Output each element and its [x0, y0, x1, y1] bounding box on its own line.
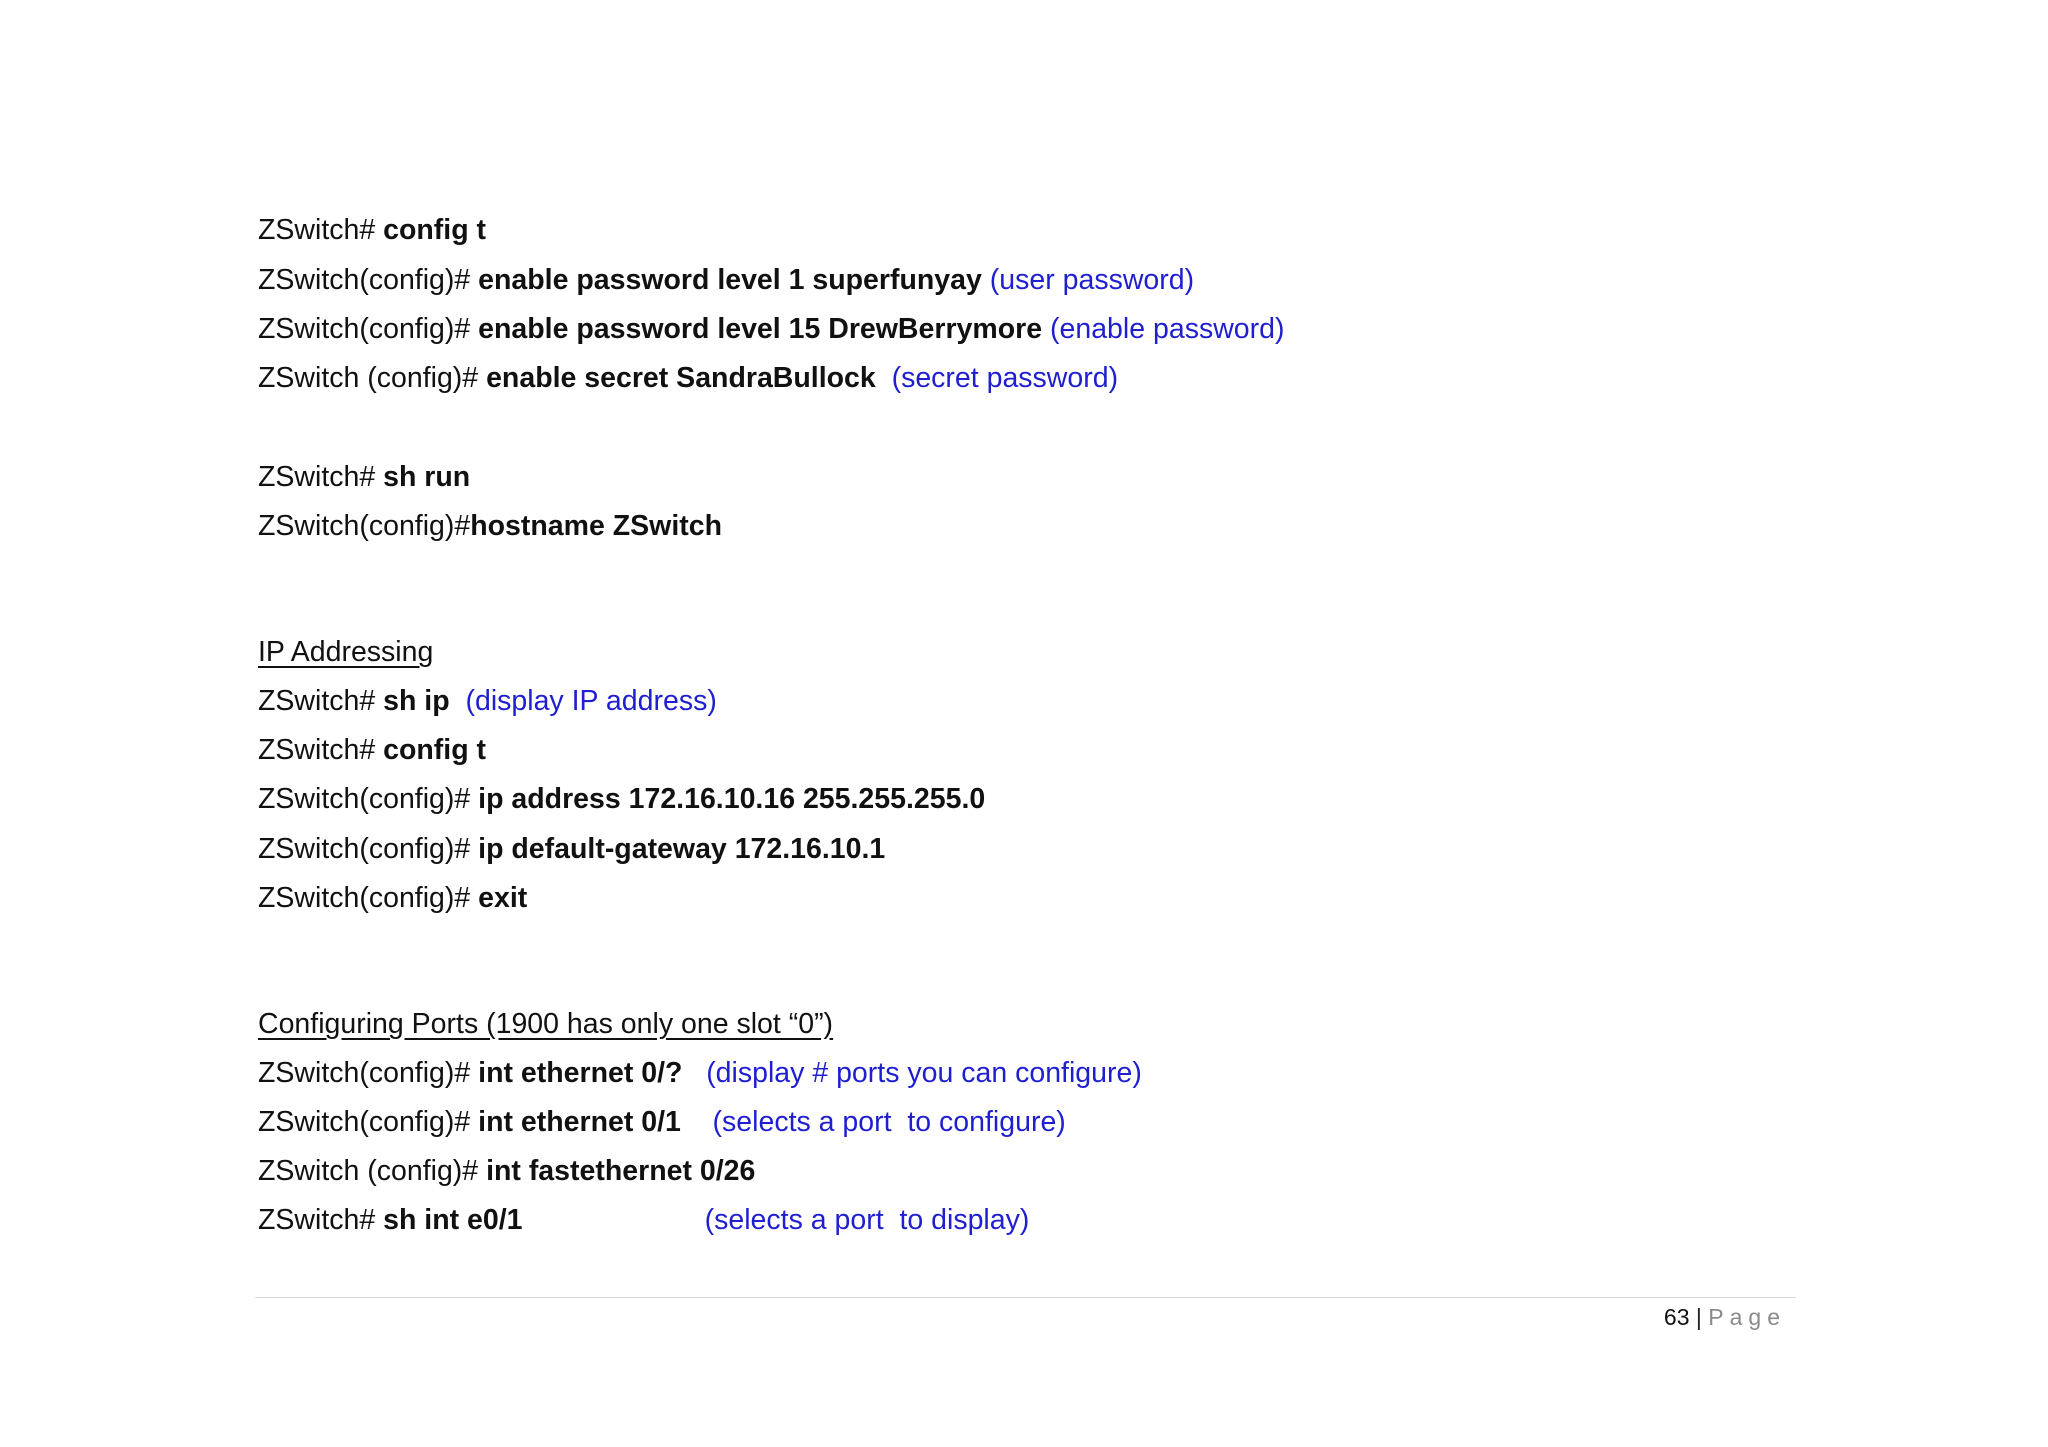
cli-prompt: ZSwitch(config)# — [258, 1106, 479, 1138]
cli-line — [258, 262, 1194, 298]
cli-prompt: ZSwitch# — [258, 214, 384, 246]
cli-prompt: ZSwitch# — [258, 734, 384, 766]
footer-divider — [255, 1297, 1796, 1298]
cli-prompt: ZSwitch(config)# — [258, 510, 471, 542]
cli-command: exit — [478, 882, 528, 914]
footer-separator: | — [1689, 1304, 1709, 1330]
cli-prompt: ZSwitch (config)# — [258, 362, 487, 394]
cli-command: int ethernet 0/1 — [478, 1106, 681, 1138]
cli-prompt: ZSwitch (config)# — [258, 1155, 487, 1187]
cli-line — [258, 683, 717, 719]
cli-note: (display IP address) — [449, 685, 717, 717]
cli-line — [258, 781, 985, 817]
section-heading-configuring-ports: Configuring Ports (1900 has only one slot “0”) — [258, 1008, 834, 1040]
cli-note: (user password) — [981, 264, 1195, 296]
cli-prompt: ZSwitch(config)# — [258, 833, 479, 865]
cli-line — [258, 1055, 1142, 1091]
cli-line — [258, 831, 885, 867]
page-number: 63 — [1663, 1304, 1690, 1330]
cli-prompt: ZSwitch# — [258, 1204, 384, 1236]
cli-line — [258, 880, 527, 916]
cli-prompt: ZSwitch(config)# — [258, 783, 479, 815]
cli-note: (display # ports you can configure) — [682, 1057, 1142, 1089]
cli-command: enable password level 15 DrewBerrymore — [478, 313, 1043, 345]
cli-note: (secret password) — [875, 362, 1119, 394]
cli-note: (enable password) — [1042, 313, 1285, 345]
cli-line — [258, 1104, 1066, 1140]
cli-line — [258, 459, 470, 495]
cli-line — [258, 1202, 1029, 1238]
cli-line — [258, 360, 1118, 396]
cli-command: enable password level 1 superfunyay — [478, 264, 982, 296]
cli-line — [258, 732, 486, 768]
cli-command: sh ip — [383, 685, 450, 717]
cli-line — [258, 1153, 755, 1189]
cli-prompt: ZSwitch(config)# — [258, 313, 479, 345]
page-footer — [1664, 1302, 1786, 1332]
cli-line — [258, 508, 722, 544]
cli-prompt: ZSwitch(config)# — [258, 1057, 479, 1089]
cli-prompt: ZSwitch# — [258, 461, 384, 493]
cli-command: config t — [383, 214, 487, 246]
cli-line — [258, 311, 1284, 347]
cli-prompt: ZSwitch(config)# — [258, 264, 479, 296]
cli-command: sh int e0/1 — [383, 1204, 523, 1236]
cli-line — [258, 212, 486, 248]
cli-command: config t — [383, 734, 487, 766]
cli-command: ip address 172.16.10.16 255.255.255.0 — [478, 783, 986, 815]
section-heading-ip-addressing: IP Addressing — [258, 636, 434, 668]
cli-note: (selects a port to configure) — [680, 1106, 1066, 1138]
cli-prompt: ZSwitch# — [258, 685, 384, 717]
cli-command: int fastethernet 0/26 — [486, 1155, 756, 1187]
cli-note: (selects a port to display) — [522, 1204, 1030, 1236]
cli-command: sh run — [383, 461, 471, 493]
page-label: Page — [1708, 1304, 1786, 1330]
cli-prompt: ZSwitch(config)# — [258, 882, 479, 914]
cli-command: hostname ZSwitch — [470, 510, 723, 542]
cli-command: enable secret SandraBullock — [486, 362, 876, 394]
cli-command: int ethernet 0/? — [478, 1057, 683, 1089]
cli-command: ip default-gateway 172.16.10.1 — [478, 833, 886, 865]
